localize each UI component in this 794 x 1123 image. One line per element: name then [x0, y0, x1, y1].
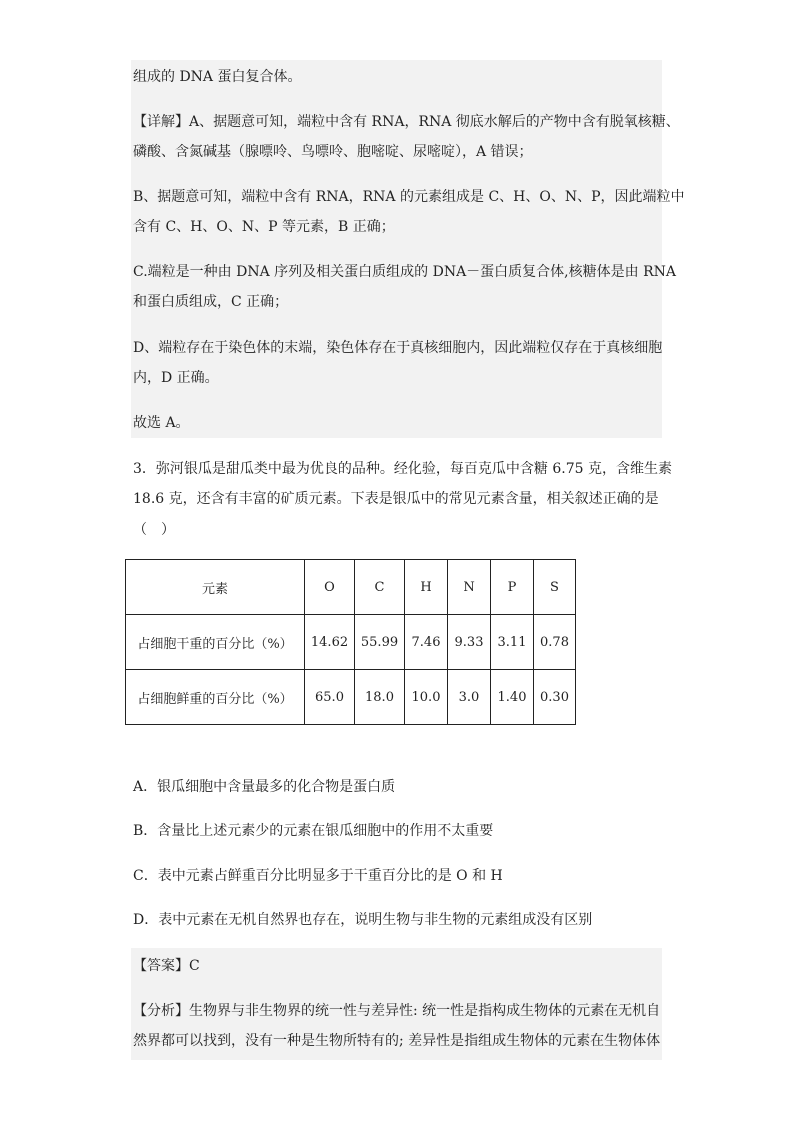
- explanation-line: B、据题意可知，端粒中含有 RNA，RNA 的元素组成是 C、H、O、N、P，因此端粒中: [133, 189, 685, 205]
- table-header-cell: O: [305, 560, 355, 615]
- table-cell: 0.78: [534, 615, 576, 670]
- explanation-line: 【详解】A、据题意可知，端粒中含有 RNA，RNA 彻底水解后的产物中含有脱氧核糖、: [133, 114, 680, 130]
- table-row: [126, 615, 576, 670]
- element-content-table: [125, 559, 576, 725]
- table-cell: 占细胞干重的百分比（%）: [126, 615, 305, 670]
- table-cell: 7.46: [405, 615, 448, 670]
- table-header-cell: H: [405, 560, 448, 615]
- table-cell: 55.99: [355, 615, 405, 670]
- table-header-cell: S: [534, 560, 576, 615]
- explanation-conclusion: 故选 A。: [133, 415, 190, 431]
- analysis-line: 【分析】生物界与非生物界的统一性与差异性: 统一性是指构成生物体的元素在无机自: [133, 1003, 661, 1019]
- table-header-cell: C: [355, 560, 405, 615]
- table-header-cell: P: [491, 560, 534, 615]
- table-header-row: [126, 560, 576, 615]
- answer-line: 【答案】C: [133, 958, 200, 974]
- explanation-line: C.端粒是一种由 DNA 序列及相关蛋白质组成的 DNA－蛋白质复合体,核糖体是由 RNA: [133, 264, 676, 280]
- option-c: C．表中元素占鲜重百分比明显多于干重百分比的是 O 和 H: [133, 868, 503, 884]
- explanation-line: 和蛋白质组成，C 正确；: [133, 294, 289, 310]
- option-b: B．含量比上述元素少的元素在银瓜细胞中的作用不太重要: [133, 823, 494, 839]
- table-cell: 3.11: [491, 615, 534, 670]
- option-d: D．表中元素在无机自然界也存在，说明生物与非生物的元素组成没有区别: [133, 912, 593, 928]
- explanation-line: 含有 C、H、O、N、P 等元素，B 正确；: [133, 219, 395, 235]
- table-cell: 65.0: [305, 670, 355, 725]
- table-row: [126, 670, 576, 725]
- table-cell: 0.30: [534, 670, 576, 725]
- question-stem-line: 3．弥河银瓜是甜瓜类中最为优良的品种。经化验，每百克瓜中含糖 6.75 克，含维生素: [133, 461, 672, 477]
- table-cell: 18.0: [355, 670, 405, 725]
- explanation-line: 内，D 正确。: [133, 370, 219, 386]
- question-blank: （ ）: [133, 522, 175, 538]
- table-cell: 1.40: [491, 670, 534, 725]
- table-cell: 14.62: [305, 615, 355, 670]
- explanation-line: D、端粒存在于染色体的末端，染色体存在于真核细胞内，因此端粒仅存在于真核细胞: [133, 340, 663, 356]
- option-a: A．银瓜细胞中含量最多的化合物是蛋白质: [133, 779, 396, 795]
- explanation-line: 磷酸、含氮碱基（腺嘌呤、鸟嘌呤、胞嘧啶、尿嘧啶），A 错误；: [133, 144, 533, 160]
- table-cell: 9.33: [448, 615, 491, 670]
- table-cell: 10.0: [405, 670, 448, 725]
- analysis-line: 然界都可以找到，没有一种是生物所特有的; 差异性是指组成生物体的元素在生物体体: [133, 1033, 661, 1049]
- question-stem-line: 18.6 克，还含有丰富的矿质元素。下表是银瓜中的常见元素含量，相关叙述正确的是: [133, 491, 659, 507]
- table-cell: 3.0: [448, 670, 491, 725]
- table-header-cell: N: [448, 560, 491, 615]
- table-header-cell: 元素: [126, 560, 305, 615]
- explanation-line: 组成的 DNA 蛋白复合体。: [133, 69, 302, 85]
- table-cell: 占细胞鲜重的百分比（%）: [126, 670, 305, 725]
